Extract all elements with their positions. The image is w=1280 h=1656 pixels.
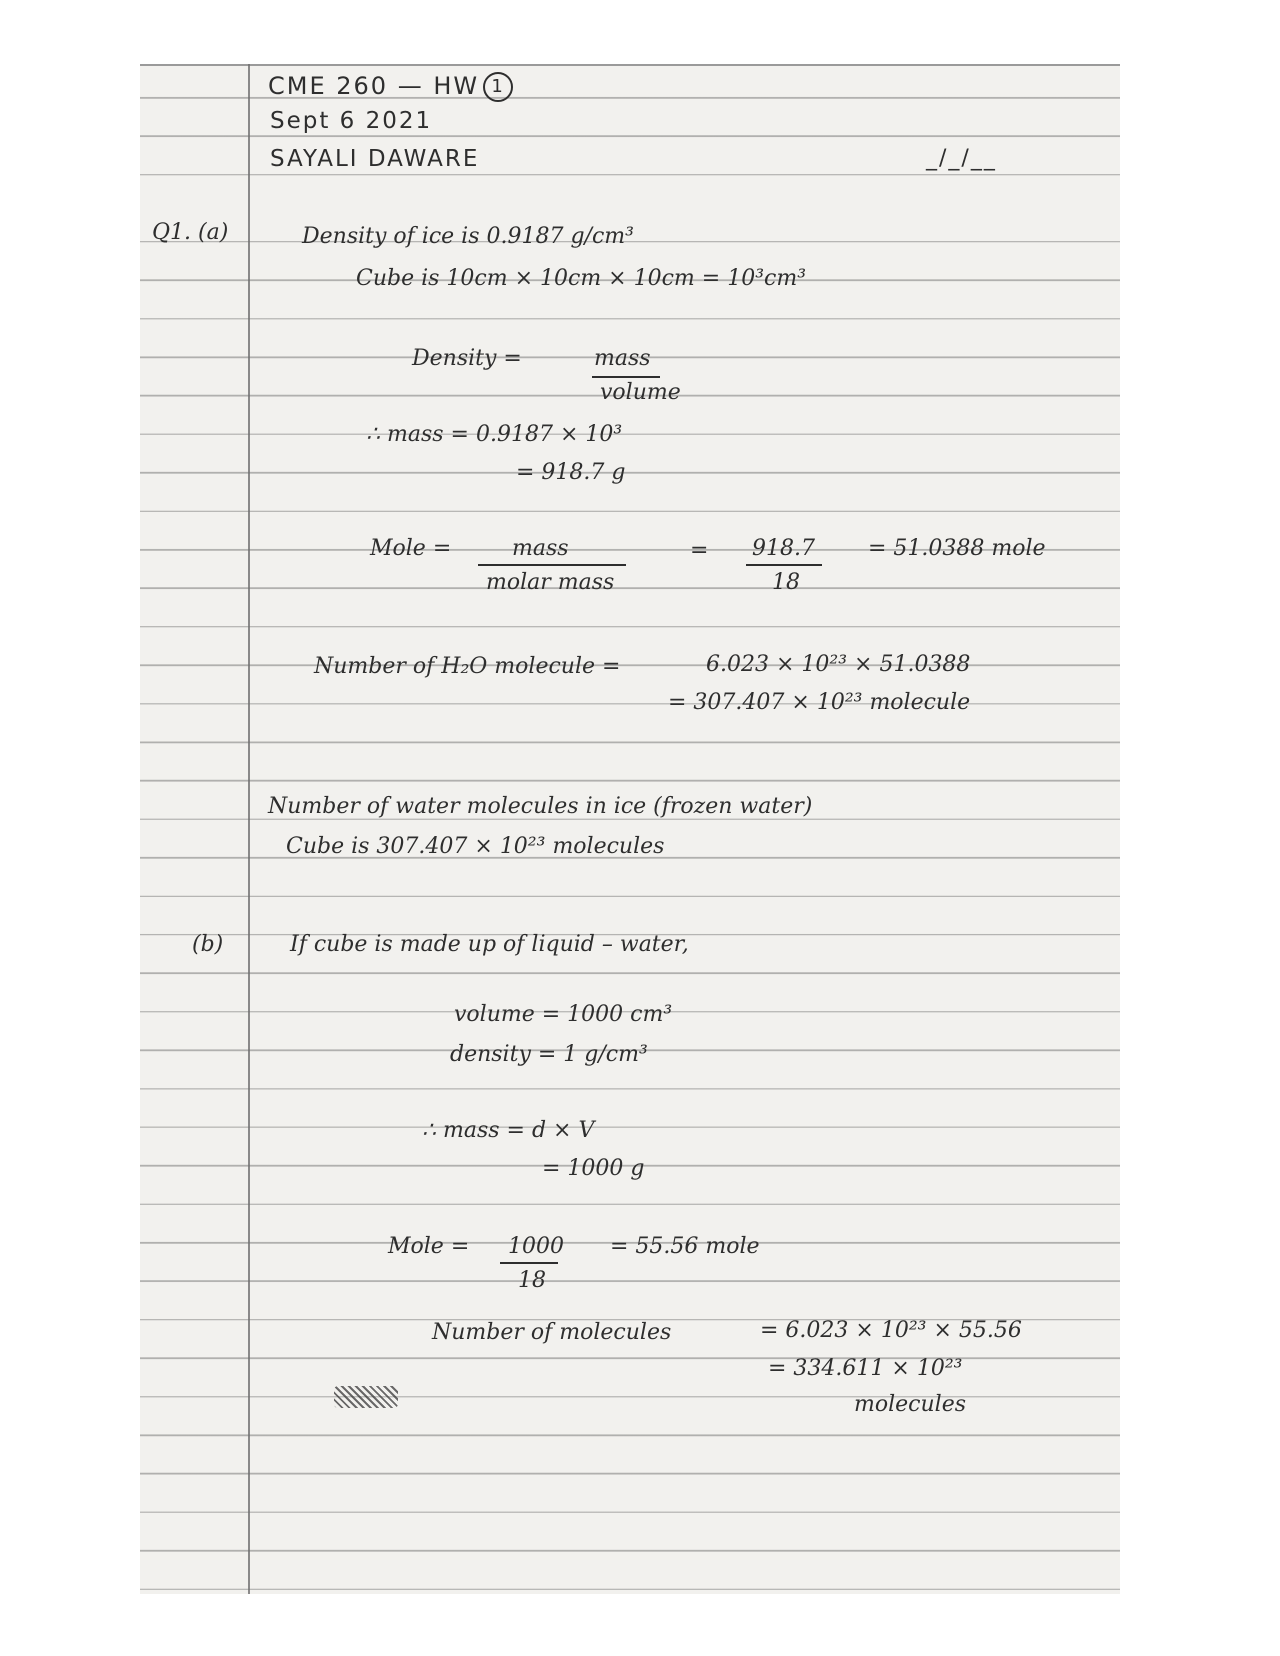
crossed-out-scribble [334,1386,398,1408]
notebook-page [140,64,1120,1594]
q1b-mole-lhs: Mole = [388,1234,470,1259]
mole-fraction-bar [478,564,626,566]
mass-line2: = 918.7 g [516,460,626,485]
mole-lhs: Mole = [370,536,452,561]
q1b-molecules-line1: = 6.023 × 10²³ × 55.56 [760,1318,1022,1343]
q1b-molecules-lhs: Number of molecules [432,1320,672,1345]
author-name: SAYALI DAWARE [270,146,480,172]
date-blank: _/_/__ [926,146,997,171]
molecule-count-rhs: 6.023 × 10²³ × 51.0388 [706,652,971,677]
q1a-line2: Cube is 10cm × 10cm × 10cm = 10³cm³ [356,266,807,291]
density-denominator: volume [600,380,681,405]
molecule-count-result: = 307.407 × 10²³ molecule [668,690,971,715]
margin-line [248,64,250,1594]
date: Sept 6 2021 [270,108,433,134]
q1a-line1: Density of ice is 0.9187 g/cm³ [302,224,634,249]
mass-line1: ∴ mass = 0.9187 × 10³ [366,422,623,447]
mole-value-denominator: 18 [772,570,800,595]
density-fraction-bar [592,376,660,378]
page-top-rule [140,64,1120,66]
mole-numerator: mass [512,536,569,561]
conclusion-line1: Number of water molecules in ice (frozen water) [268,794,813,819]
q1b-line1: If cube is made up of liquid – water, [290,932,689,957]
q1b-mole-result: = 55.56 mole [610,1234,760,1259]
q1b-mass-line2: = 1000 g [542,1156,645,1181]
hw-number: 1 [483,72,513,102]
question-label-1b: (b) [192,932,224,957]
q1b-mole-numerator: 1000 [508,1234,564,1259]
course-title-text: CME 260 — HW [268,72,480,100]
mole-value-numerator: 918.7 [752,536,815,561]
molecule-count-lhs: Number of H₂O molecule = [314,654,621,679]
q1b-mole-fraction-bar [500,1262,558,1264]
q1b-mole-denominator: 18 [518,1268,546,1293]
course-title [268,74,513,104]
question-label-1a: Q1. (a) [152,220,229,245]
mole-result: = 51.0388 mole [868,536,1046,561]
q1b-molecules-line2: = 334.611 × 10²³ [768,1356,963,1381]
mole-value-fraction-bar [746,564,822,566]
mole-equals: = [690,538,709,563]
density-lhs: Density = [412,346,522,371]
mole-denominator: molar mass [486,570,615,595]
q1b-molecules-line3: molecules [854,1392,966,1417]
density-numerator: mass [594,346,651,371]
q1b-density: density = 1 g/cm³ [450,1042,648,1067]
q1b-volume: volume = 1000 cm³ [454,1002,673,1027]
q1b-mass-line1: ∴ mass = d × V [422,1118,595,1143]
conclusion-line2: Cube is 307.407 × 10²³ molecules [286,834,665,859]
